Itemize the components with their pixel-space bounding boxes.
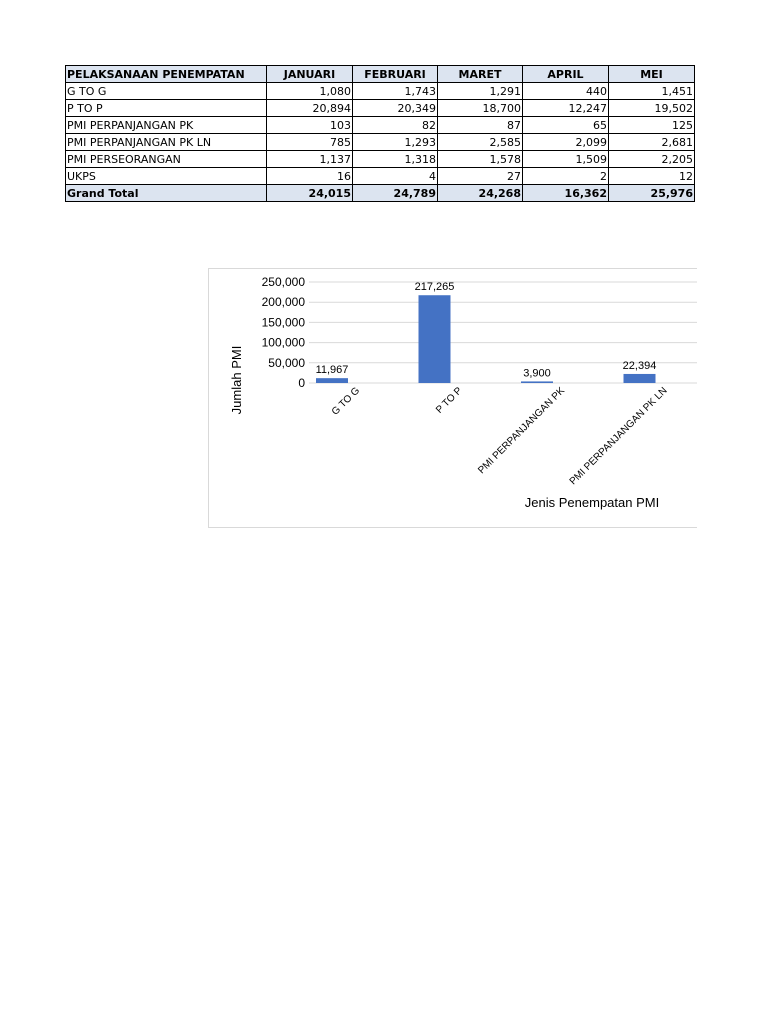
column-header: MARET	[438, 66, 523, 83]
table-cell: 20,349	[353, 100, 438, 117]
x-tick-label: PMI PERPANJANGAN PK	[476, 385, 568, 477]
grand-total-cell: 24,789	[353, 185, 438, 202]
table-cell: 125	[609, 117, 695, 134]
data-label: 11,967	[315, 364, 349, 377]
table-cell: 1,318	[353, 151, 438, 168]
table-cell: 1,743	[353, 83, 438, 100]
table-cell: 1,137	[267, 151, 353, 168]
column-header: PELAKSANAAN PENEMPATAN	[66, 66, 267, 83]
y-tick-label: 250,000	[261, 275, 305, 289]
table-cell: 12,247	[523, 100, 609, 117]
table-row	[66, 151, 695, 168]
row-label: PMI PERPANJANGAN PK	[66, 117, 267, 134]
y-tick-label: 200,000	[261, 295, 305, 310]
grand-total-cell: 16,362	[523, 185, 609, 202]
table-cell: 1,578	[438, 151, 523, 168]
column-header: JANUARI	[267, 66, 353, 83]
x-tick-label: P TO P	[434, 385, 465, 416]
data-label: 217,265	[414, 281, 455, 294]
row-label: UKPS	[66, 168, 267, 185]
table-cell: 440	[523, 83, 609, 100]
bar-chart	[209, 269, 697, 527]
table-cell: 19,502	[609, 100, 695, 117]
table-cell: 103	[267, 117, 353, 134]
row-label: G TO G	[66, 83, 267, 100]
bar	[521, 381, 553, 383]
data-label: 22,394	[622, 359, 657, 372]
x-tick-label: G TO G	[329, 385, 363, 418]
table-cell: 1,291	[438, 83, 523, 100]
table-cell: 1,509	[523, 151, 609, 168]
table-cell: 2,205	[609, 151, 695, 168]
table-cell: 12	[609, 168, 695, 185]
table-cell: 1,293	[353, 134, 438, 151]
column-header: FEBRUARI	[353, 66, 438, 83]
table-row	[66, 168, 695, 185]
y-tick-label: 0	[298, 376, 305, 390]
table-row	[66, 83, 695, 100]
x-tick-label: PMI PERPANJANGAN PK LN	[567, 385, 670, 488]
table-row	[66, 134, 695, 151]
grand-total-cell: 24,015	[267, 185, 353, 202]
table-cell: 1,080	[267, 83, 353, 100]
table-cell: 20,894	[267, 100, 353, 117]
placement-table	[65, 65, 695, 202]
grand-total-row	[66, 185, 695, 202]
y-tick-label: 150,000	[261, 315, 305, 330]
table-cell: 87	[438, 117, 523, 134]
table-cell: 1,451	[609, 83, 695, 100]
chart-area	[208, 268, 697, 528]
table-cell: 2,585	[438, 134, 523, 151]
table-cell: 27	[438, 168, 523, 185]
column-header: APRIL	[523, 66, 609, 83]
bar	[316, 378, 348, 383]
grand-total-label: Grand Total	[66, 185, 267, 202]
table-cell: 18,700	[438, 100, 523, 117]
grand-total-cell: 24,268	[438, 185, 523, 202]
y-tick-label: 50,000	[268, 355, 305, 370]
column-header: MEI	[609, 66, 695, 83]
table-cell: 4	[353, 168, 438, 185]
row-label: PMI PERSEORANGAN	[66, 151, 267, 168]
grand-total-cell: 25,976	[609, 185, 695, 202]
bar	[419, 295, 451, 383]
table-cell: 2	[523, 168, 609, 185]
table-cell: 2,681	[609, 134, 695, 151]
table-row	[66, 117, 695, 134]
table-header-row	[66, 66, 695, 83]
table-row	[66, 100, 695, 117]
table-cell: 65	[523, 117, 609, 134]
table-cell: 82	[353, 117, 438, 134]
x-axis-title: Jenis Penempatan PMI	[524, 495, 660, 510]
row-label: P TO P	[66, 100, 267, 117]
y-axis-title: Jumlah PMI	[229, 345, 244, 415]
row-label: PMI PERPANJANGAN PK LN	[66, 134, 267, 151]
y-tick-label: 100,000	[261, 335, 305, 350]
table-cell: 2,099	[523, 134, 609, 151]
table-cell: 16	[267, 168, 353, 185]
table-cell: 785	[267, 134, 353, 151]
bar	[624, 374, 656, 383]
data-label: 3,900	[523, 367, 551, 380]
